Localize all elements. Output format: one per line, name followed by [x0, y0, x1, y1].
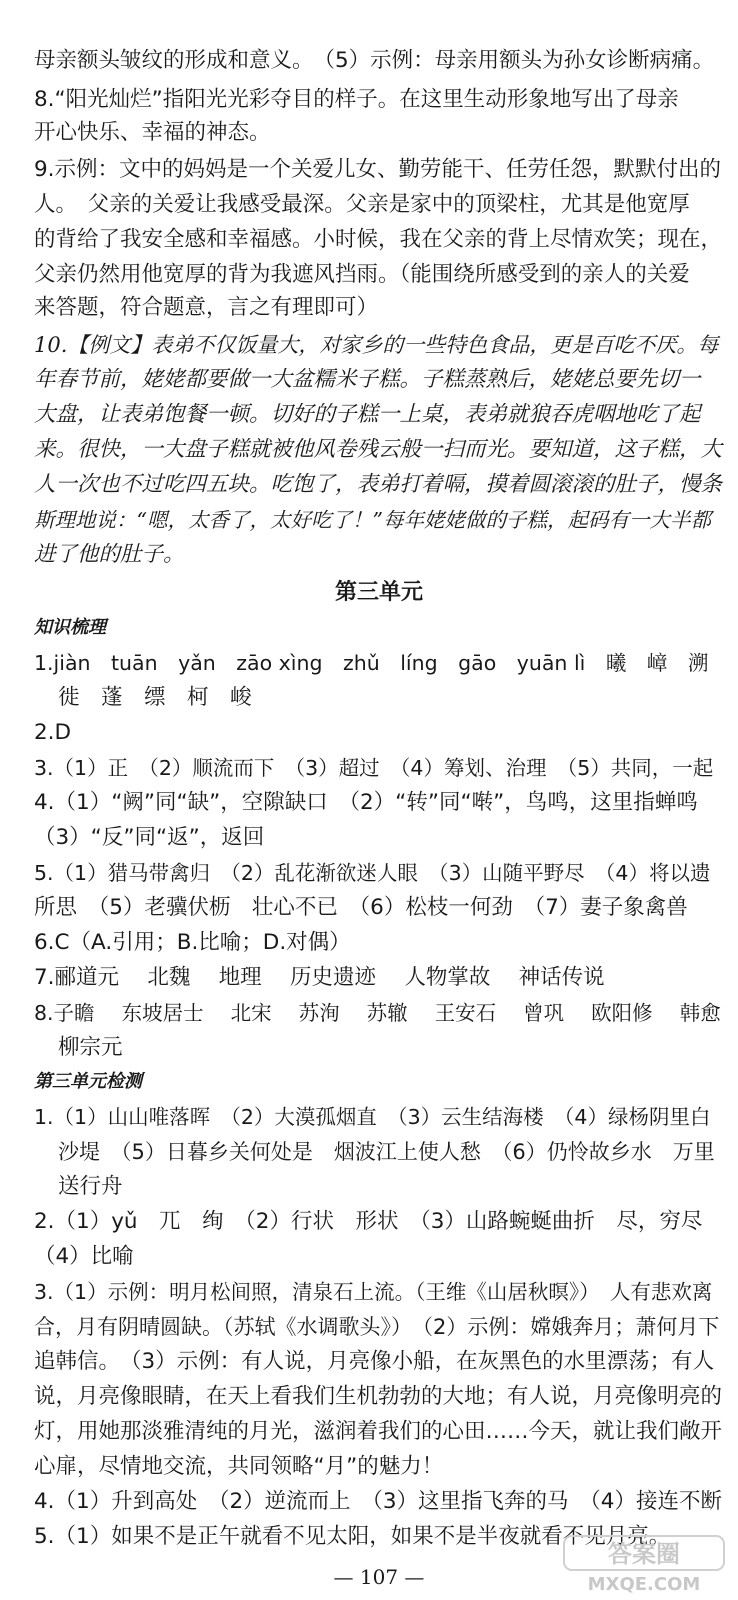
answer-line: 的背给了我安全感和幸福感。小时候，我在父亲的背上尽情欢笑；现在， [34, 227, 723, 252]
answer-line: 人。 父亲的关爱让我感受最深。父亲是家中的顶梁柱，尤其是他宽厚 [34, 192, 690, 217]
answer-line: 4.（1）“阙”同“缺”，空隙缺口 （2）“转”同“啭”，鸟鸣，这里指蝉鸣 [34, 790, 698, 815]
answer-line: 7.郦道元 北魏 地理 历史遗迹 人物掌故 神话传说 [34, 965, 605, 990]
page-number: — 107 — [333, 1565, 425, 1589]
answer-line: 所思 （5）老骥伏枥 壮心不已 （6）松枝一何劲 （7）妻子象禽兽 [34, 895, 688, 920]
answer-line: 追韩信。 （3）示例：有人说，月亮像小船，在灰黑色的水里漂荡；有人 [34, 1349, 715, 1374]
answer-line: 2.D [34, 720, 72, 745]
answer-line: 父亲仍然用他宽厚的背为我遮风挡雨。（能围绕所感受到的亲人的关爱 [34, 262, 690, 287]
answer-line: 5.（1）猎马带禽归 （2）乱花渐欲迷人眼 （3）山随平野尽 （4）将以遗 [34, 861, 711, 885]
answer-line: 合，月有阴晴圆缺。（苏轼《水调歌头》） （2）示例：嫦娥奔月；萧何月下 [34, 1315, 720, 1339]
answer-line: 1.（1）山山唯落晖 （2）大漠孤烟直 （3）云生结海楼 （4）绿杨阴里白 [34, 1105, 711, 1129]
answer-line: （4）比喻 [34, 1244, 134, 1269]
example-essay-line: 斯理地说：“嗯，太香了，太好吃了！”每年姥姥做的子糕，起码有一大半都 [34, 508, 711, 532]
example-essay-line: 年春节前，姥姥都要做一大盆糯米子糕。子糕蒸熟后，姥姥总要先切一 [34, 367, 701, 392]
answer-line: 心扉，尽情地交流，共同领略“月”的魅力！ [34, 1454, 444, 1479]
answer-line: 2.（1）yǔ 兀 绚 （2）行状 形状 （3）山路蜿蜒曲折 尽，穷尽 [34, 1209, 703, 1234]
answer-line: 3.（1）示例：明月松间照，清泉石上流。（王维《山居秋暝》） 人有悲欢离 [34, 1280, 713, 1304]
section-title-unit-test: 第三单元检测 [34, 1071, 142, 1092]
example-essay-line: 大盘，让表弟饱餐一顿。切好的子糕一上桌，表弟就狼吞虎咽地吃了起 [34, 402, 701, 427]
answer-line: 沙堤 （5）日暮乡关何处是 烟波江上使人愁 （6）仍怜故乡水 万里 [58, 1140, 715, 1164]
answer-line: 8.子瞻 东坡居士 北宋 苏洵 苏辙 王安石 曾巩 欧阳修 韩愈 [34, 1001, 721, 1025]
answer-line: 8.“阳光灿烂”指阳光光彩夺目的样子。在这里生动形象地写出了母亲 [34, 87, 679, 112]
example-essay-line: 10.【例文】表弟不仅饭量大，对家乡的一些特色食品，更是百吃不厌。每 [34, 333, 719, 357]
section-title-knowledge: 知识梳理 [34, 617, 106, 638]
answer-line: 开心快乐、幸福的神态。 [34, 120, 271, 145]
unit-title: 第三单元 [334, 580, 423, 605]
answer-line: 9.示例：文中的妈妈是一个关爱儿女、勤劳能干、任劳任怨，默默付出的 [34, 157, 722, 182]
answer-line: 母亲额头皱纹的形成和意义。 （5）示例：母亲用额头为孙女诊断病痛。 [34, 48, 715, 73]
watermark-top-text: 答案圈 [608, 1540, 680, 1568]
answer-line: （3）“反”同“返”，返回 [34, 825, 265, 850]
answer-line: 灯，用她那淡雅清纯的月光，滋润着我们的心田……今天，就让我们敞开 [34, 1419, 723, 1444]
example-essay-line: 人一次也不过吃四五块。吃饱了，表弟打着嗝，摸着圆滚滚的肚子，慢条 [34, 472, 723, 497]
answer-line: 3.（1）正 （2）顺流而下 （3）超过 （4）筹划、治理 （5）共同，一起 [34, 756, 714, 780]
example-essay-line: 进了他的肚子。 [34, 542, 185, 567]
answer-line: 柳宗元 [58, 1035, 123, 1060]
answer-line: 来答题，符合题意，言之有理即可） [34, 295, 379, 320]
answer-line: 6.C（A.引用；B.比喻；D.对偶） [34, 930, 351, 955]
answer-line: 说，月亮像眼睛，在天上看我们生机勃勃的大地；有人说，月亮像明亮的 [34, 1384, 723, 1409]
watermark-bottom-text: MXQE.COM [587, 1574, 701, 1594]
example-essay-line: 来。很快，一大盘子糕就被他风卷残云般一扫而光。要知道，这子糕，大 [34, 437, 723, 462]
answer-line: 送行舟 [58, 1174, 123, 1199]
answer-line: 5.（1）如果不是正午就看不见太阳，如果不是半夜就看不见月亮。 [34, 1524, 671, 1549]
answer-line: 1.jiàn tuān yǎn zāo xìng zhǔ líng gāo yuān lì 曦 嶂 溯 [34, 651, 709, 675]
answer-line: 徙 蓬 缥 柯 峻 [58, 685, 252, 710]
watermark-logo [560, 1534, 728, 1594]
answer-line: 4.（1）升到高处 （2）逆流而上 （3）这里指飞奔的马 （4）接连不断 [34, 1489, 722, 1514]
